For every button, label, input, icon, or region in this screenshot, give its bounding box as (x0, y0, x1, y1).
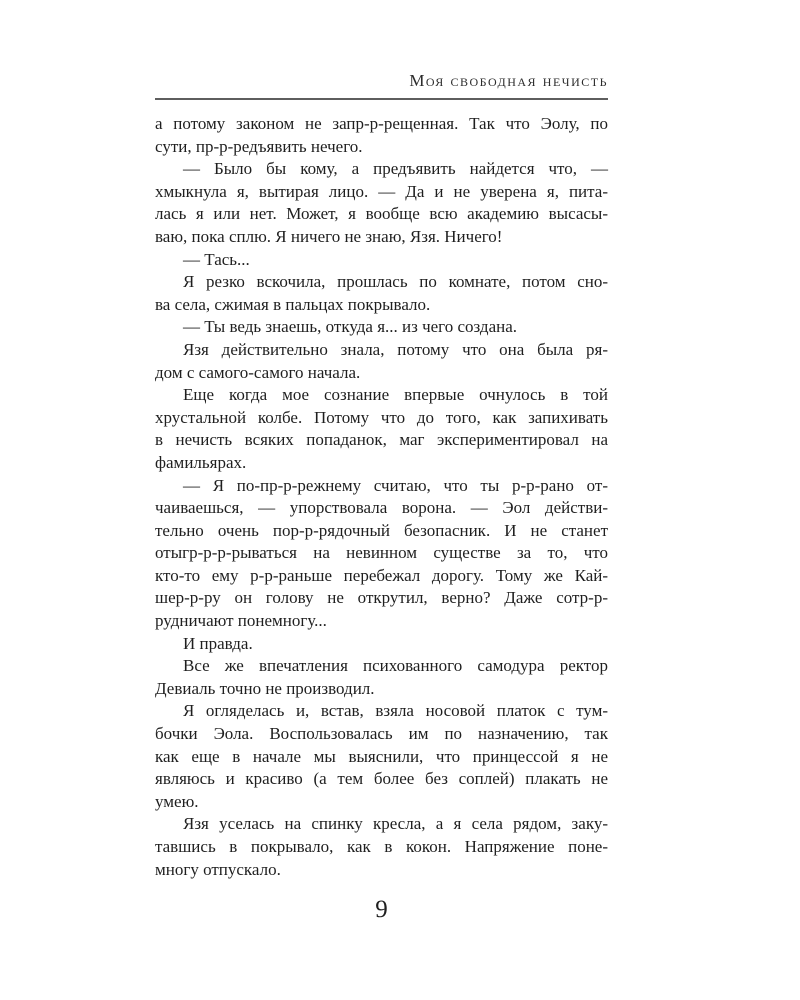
text-line: Язя уселась на спинку кресла, а я села рядом, заку- (183, 814, 608, 834)
text-line: являюсь и красиво (а тем более без соплей) плакать не (155, 769, 608, 789)
text-line: умею. (155, 791, 199, 811)
text-line: — Тась... (183, 249, 250, 269)
text-line: Еще когда мое сознание впервые очнулось в той (183, 385, 608, 405)
running-head-title: Моя свободная нечисть (409, 71, 608, 90)
text-line: И правда. (183, 633, 253, 653)
text-line: как еще в начале мы выяснили, что принцессой я не (155, 746, 608, 766)
text-line: — Ты ведь знаешь, откуда я... из чего создана. (183, 317, 518, 337)
text-line: хмыкнула я, вытирая лицо. — Да и не уверена я, пита- (155, 181, 608, 201)
text-line: фамильярах. (155, 452, 247, 472)
text-line: отыгр-р-р-рываться на невинном существе за то, что (155, 543, 608, 563)
text-line: кто-то ему р-р-раньше перебежал дорогу. Тому же Кай- (155, 565, 608, 585)
body-text (155, 113, 608, 881)
text-line: Я резко вскочила, прошлась по комнате, потом сно- (183, 272, 608, 292)
text-line: — Было бы кому, а предъявить найдется что, — (183, 159, 608, 179)
text-line: ваю, пока сплю. Я ничего не знаю, Язя. Ничего! (155, 226, 503, 246)
text-line: Все же впечатления психованного самодура ректор (183, 656, 608, 676)
text-line: в нечисть всяких попаданок, маг экспериментировал на (155, 430, 608, 450)
text-line: тавшись в покрывало, как в кокон. Напряжение поне- (155, 837, 608, 856)
text-line: сути, пр-р-редъявить нечего. (155, 136, 363, 156)
text-line: дом с самого-самого начала. (155, 362, 361, 382)
text-line: многу отпускало. (155, 859, 281, 879)
text-line: тельно очень пор-р-рядочный безопасник. И не станет (155, 520, 608, 540)
header-rule (155, 98, 608, 100)
page-number: 9 (375, 896, 388, 924)
text-line: Я огляделась и, встав, взяла носовой платок с тум- (183, 701, 608, 721)
text-line: чаиваешься, — упорствовала ворона. — Эол действи- (155, 498, 608, 518)
text-line: рудничают понемногу... (155, 611, 327, 631)
text-line: Девиаль точно не производил. (155, 678, 375, 698)
text-line: Язя действительно знала, потому что она была ря- (183, 339, 608, 359)
text-line: бочки Эола. Воспользовалась им по назначению, так (155, 724, 608, 744)
text-line: — Я по-пр-р-режнему считаю, что ты р-р-рано от- (183, 475, 608, 495)
text-line: хрустальной колбе. Потому что до того, как запихивать (155, 407, 608, 427)
text-line: шер-р-ру он голову не открутил, верно? Даже сотр-р- (155, 588, 608, 608)
content-column (155, 0, 608, 924)
text-line: а потому законом не запр-р-рещенная. Так что Эолу, по (155, 114, 608, 133)
text-line: лась я или нет. Может, я вообще всю академию высасы- (155, 204, 608, 224)
text-line: ва села, сжимая в пальцах покрывало. (155, 294, 431, 314)
